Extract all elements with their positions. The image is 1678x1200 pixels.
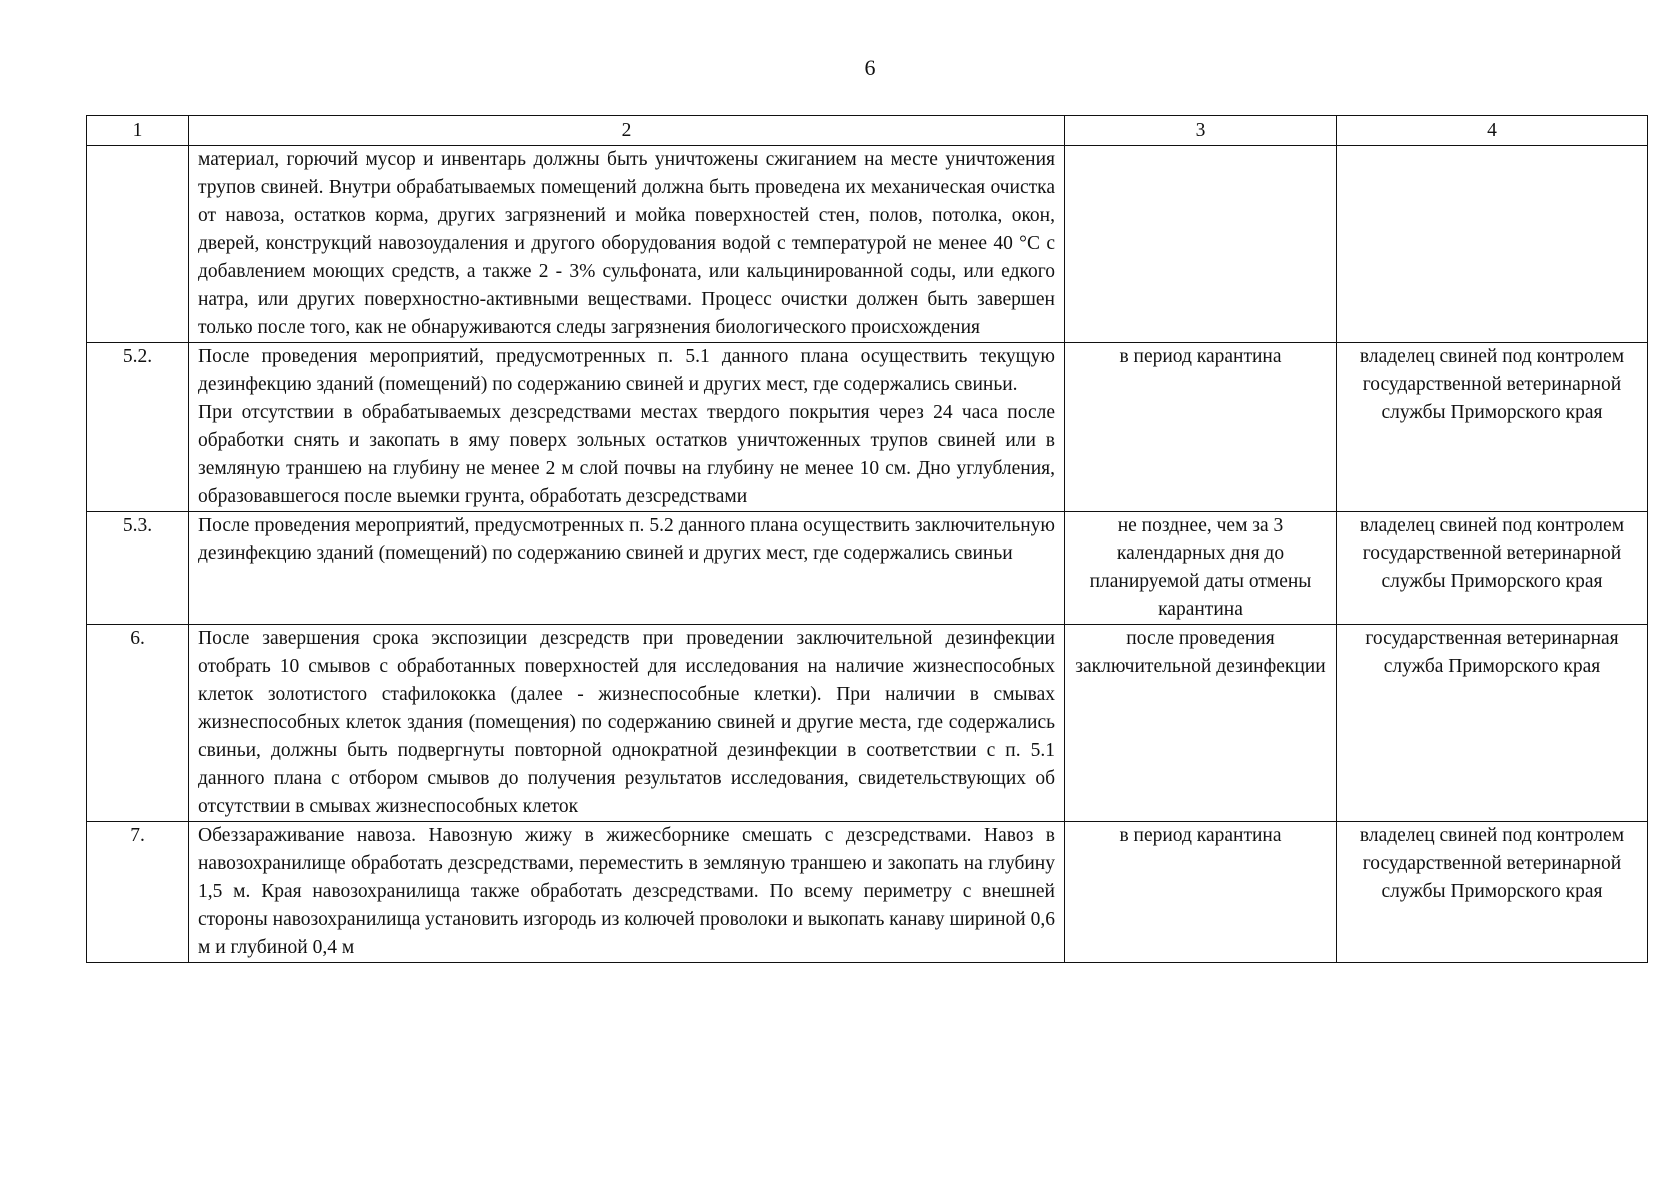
table-row	[87, 822, 1648, 963]
measure-description	[189, 512, 1065, 625]
column-header: 4	[1337, 116, 1648, 146]
measure-paragraph: материал, горючий мусор и инвентарь должны быть уничтожены сжиганием на месте уничтожения трупов свиней. Внутри обрабатываемых помещений должна быть проведена их механическая очистка от навоза, остатков корма, других загрязнений и мойка поверхностей стен, полов, потолка, окон, дверей, конструкций навозоудаления и другого оборудования водой с температурой не менее 40 °С с добавлением моющих средств, а также 2 - 3% сульфоната, или кальцинированной соды, или едкого натра, или других поверхностно-активными веществами. Процесс очистки должен быть завершен только после того, как не обнаруживаются следы загрязнения биологического происхождения	[198, 149, 1055, 338]
measure-responsible: государственная ветеринарная служба Приморского края	[1337, 625, 1648, 822]
measures-table	[86, 115, 1648, 963]
column-number-header-row	[87, 116, 1648, 146]
measure-description	[189, 625, 1065, 822]
column-header: 2	[189, 116, 1065, 146]
table-row	[87, 625, 1648, 822]
measure-responsible: владелец свиней под контролем государственной ветеринарной службы Приморского края	[1337, 512, 1648, 625]
measure-paragraph: После проведения мероприятий, предусмотренных п. 5.1 данного плана осуществить текущую дезинфекцию зданий (помещений) по содержанию свиней и других мест, где содержались свиньи.	[198, 346, 1055, 395]
item-number: 5.3.	[87, 512, 189, 625]
measure-term: после проведения заключительной дезинфекции	[1065, 625, 1337, 822]
measure-paragraph: После проведения мероприятий, предусмотренных п. 5.2 данного плана осуществить заключительную дезинфекцию зданий (помещений) по содержанию свиней и других мест, где содержались свиньи	[198, 515, 1055, 564]
table-row	[87, 146, 1648, 343]
item-number: 5.2.	[87, 343, 189, 512]
table-row	[87, 512, 1648, 625]
table-row	[87, 343, 1648, 512]
measure-term: в период карантина	[1065, 822, 1337, 963]
measure-description	[189, 343, 1065, 512]
item-number	[87, 146, 189, 343]
measure-paragraph: После завершения срока экспозиции дезсредств при проведении заключительной дезинфекции отобрать 10 смывов с обработанных поверхностей для исследования на наличие жизнеспособных клеток золотистого стафилококка (далее - жизнеспособные клетки). При наличии в смывах жизнеспособных клеток здания (помещения) по содержанию свиней и другие места, где содержались свиньи, должны быть подвергнуты повторной однократной дезинфекции в соответствии с п. 5.1 данного плана с отбором смывов до получения результатов исследования, свидетельствующих об отсутствии в смывах жизнеспособных клеток	[198, 628, 1055, 817]
column-header: 1	[87, 116, 189, 146]
measure-term: не позднее, чем за 3 календарных дня до планируемой даты отмены карантина	[1065, 512, 1337, 625]
measure-description	[189, 822, 1065, 963]
measure-term: в период карантина	[1065, 343, 1337, 512]
measure-description	[189, 146, 1065, 343]
page-number: 6	[864, 55, 876, 80]
measure-responsible: владелец свиней под контролем государственной ветеринарной службы Приморского края	[1337, 822, 1648, 963]
item-number: 6.	[87, 625, 189, 822]
measure-paragraph: При отсутствии в обрабатываемых дезсредствами местах твердого покрытия через 24 часа после обработки снять и закопать в яму поверх зольных остатков уничтоженных трупов свиней или в земляную траншею на глубину не менее 2 м слой почвы на глубину не менее 10 см. Дно углубления, образовавшегося после выемки грунта, обработать дезсредствами	[198, 402, 1055, 507]
item-number: 7.	[87, 822, 189, 963]
measure-paragraph: Обеззараживание навоза. Навозную жижу в жижесборнике смешать с дезсредствами. Навоз в навозохранилище обработать дезсредствами, переместить в земляную траншею и закопать на глубину 1,5 м. Края навозохранилища также обработать дезсредствами. По всему периметру с внешней стороны навозохранилища установить изгородь из колючей проволоки и выкопать канаву шириной 0,6 м и глубиной 0,4 м	[198, 825, 1055, 958]
column-header: 3	[1065, 116, 1337, 146]
measure-responsible	[1337, 146, 1648, 343]
measure-responsible: владелец свиней под контролем государственной ветеринарной службы Приморского края	[1337, 343, 1648, 512]
measure-term	[1065, 146, 1337, 343]
